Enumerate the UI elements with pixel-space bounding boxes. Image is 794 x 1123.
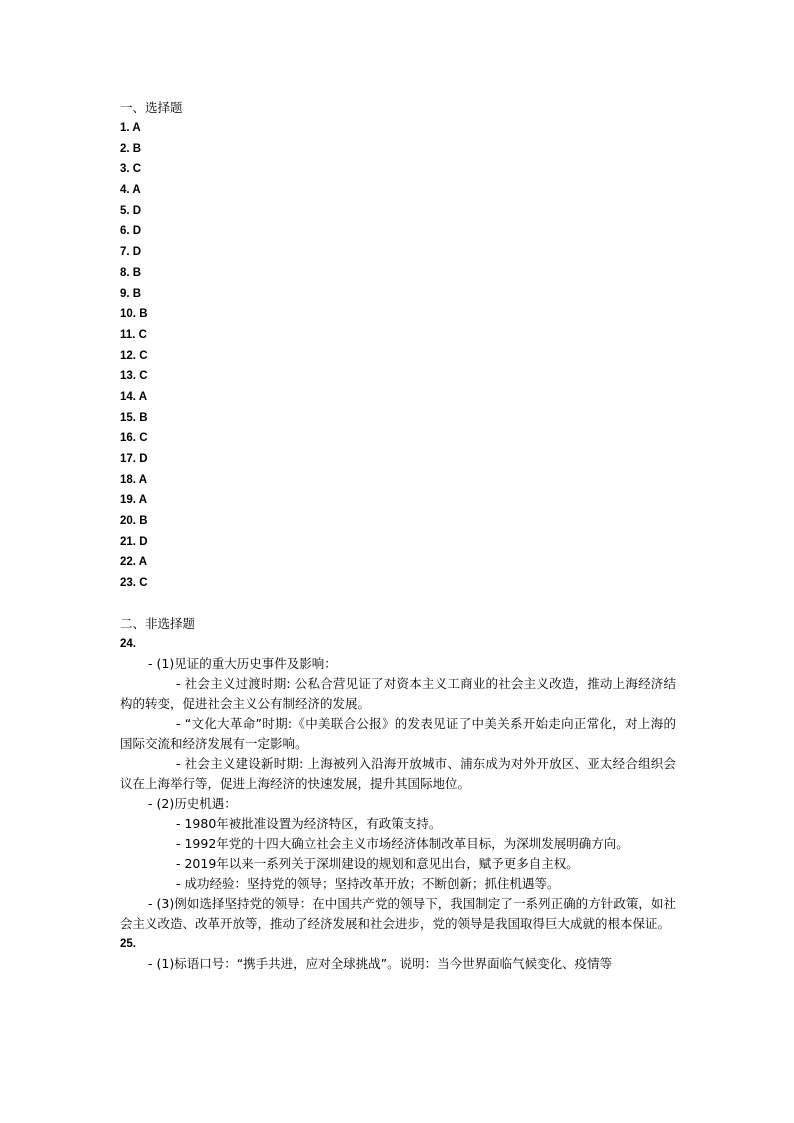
q25-part1: - (1)标语口号：“携手共进，应对全球挑战”。说明：当今世界面临气候变化、疫情等 — [148, 955, 613, 971]
mc-answer-number: 4. — [120, 184, 130, 197]
mc-answer-item — [120, 346, 676, 367]
mc-answer-choice: B — [132, 287, 142, 300]
mc-answer-item — [120, 139, 676, 160]
mc-answer-item — [120, 573, 676, 594]
mc-answer-item — [120, 366, 676, 387]
mc-answer-choice: C — [139, 349, 148, 362]
q24-part1-point-b: - “文化大革命”时期:《中美联合公报》的发表见证了中美关系开始走向正常化，对上海的国际交流和经济发展有一定影响。 — [120, 715, 676, 751]
mc-answer-number: 14. — [120, 390, 136, 403]
mc-answer-choice: D — [139, 453, 148, 465]
mc-answer-item — [120, 408, 676, 429]
mc-answer-number: 7. — [120, 246, 130, 259]
mc-answer-number: 21. — [120, 535, 136, 548]
mc-answer-number: 5. — [120, 204, 130, 217]
mc-answer-choice: A — [132, 184, 141, 197]
mc-answer-item — [120, 387, 676, 408]
section-gap — [120, 594, 676, 614]
mc-answer-item — [120, 511, 676, 532]
mc-answer-item — [120, 180, 676, 201]
mc-answer-number: 3. — [120, 163, 130, 176]
mc-answer-choice: D — [132, 204, 142, 217]
q24-part2-point-a: - 1980年被批准设置为经济特区，有政策支持。 — [176, 815, 442, 831]
mc-answer-number: 13. — [120, 370, 136, 383]
question-25-number: 25. — [120, 937, 136, 950]
mc-answer-choice: D — [139, 535, 148, 548]
mc-answer-choice: B — [139, 308, 148, 321]
q24-part2-title: - (2)历史机遇： — [148, 795, 237, 811]
mc-answer-list — [120, 118, 676, 594]
mc-answer-number: 1. — [120, 122, 130, 134]
mc-answer-number: 16. — [120, 432, 136, 445]
question-24-number: 24. — [120, 637, 136, 650]
mc-answer-number: 22. — [120, 556, 136, 569]
mc-answer-item — [120, 242, 676, 263]
mc-answer-number: 18. — [120, 473, 136, 486]
mc-answer-choice: B — [132, 266, 142, 279]
q24-part3: - (3)例如选择坚持党的领导：在中国共产党的领导下，我国制定了一系列正确的方针政策，如社会主义改造、改革开放等，推动了经济发展和社会进步，党的领导是我国取得巨大成就的根本保证。 — [120, 895, 676, 931]
mc-answer-number: 17. — [120, 453, 136, 465]
mc-answer-item — [120, 304, 676, 325]
q24-part2-point-b: - 1992年党的十四大确立社会主义市场经济体制改革目标，为深圳发展明确方向。 — [176, 835, 629, 851]
mc-answer-number: 12. — [120, 349, 136, 362]
mc-answer-item — [120, 201, 676, 222]
mc-answer-choice: A — [132, 122, 141, 134]
mc-answer-item — [120, 428, 676, 449]
mc-answer-item — [120, 159, 676, 180]
mc-answer-choice: D — [132, 246, 142, 259]
mc-answer-item — [120, 221, 676, 242]
mc-answer-choice: A — [138, 473, 148, 486]
mc-answer-number: 19. — [120, 494, 136, 507]
mc-answer-choice: C — [139, 432, 148, 445]
mc-answer-choice: B — [139, 411, 148, 424]
mc-answer-number: 10. — [120, 308, 136, 321]
q24-part1-point-c: - 社会主义建设新时期: 上海被列入沿海开放城市、浦东成为对外开放区、亚太经合组织会议在上海举行等，促进上海经济的快速发展，提升其国际地位。 — [120, 755, 676, 791]
mc-answer-number: 8. — [120, 266, 130, 279]
q24-part2-point-d: - 成功经验：坚持党的领导；坚持改革开放；不断创新；抓住机遇等。 — [176, 875, 560, 891]
mc-answer-number: 20. — [120, 515, 136, 528]
mc-answer-number: 6. — [120, 225, 130, 238]
q24-part1-title: - (1)见证的重大历史事件及影响： — [148, 655, 337, 671]
mc-answer-item — [120, 532, 676, 553]
mc-answer-item — [120, 284, 676, 305]
mc-answer-number: 2. — [120, 142, 130, 155]
mc-answer-choice: C — [132, 163, 142, 176]
mc-answer-number: 15. — [120, 411, 136, 424]
mc-answer-item — [120, 552, 676, 573]
mc-answer-item — [120, 118, 676, 139]
mc-answer-number: 23. — [120, 577, 136, 590]
mc-answer-choice: C — [139, 577, 148, 590]
mc-answer-item — [120, 449, 676, 470]
q24-part2-point-c: - 2019年以来一系列关于深圳建设的规划和意见出台，赋予更多自主权。 — [176, 855, 579, 871]
section-two-heading: 二、非选择题 — [120, 615, 196, 631]
mc-answer-number: 9. — [120, 287, 130, 300]
mc-answer-choice: D — [132, 225, 142, 238]
section-one-heading: 一、选择题 — [120, 100, 183, 115]
mc-answer-choice: C — [138, 328, 147, 341]
mc-answer-choice: B — [132, 142, 142, 155]
mc-answer-item — [120, 263, 676, 284]
answer-sheet — [120, 98, 676, 974]
mc-answer-choice: A — [138, 556, 148, 569]
mc-answer-choice: A — [138, 390, 148, 403]
q24-part1-point-a: - 社会主义过渡时期: 公私合营见证了对资本主义工商业的社会主义改造，推动上海经济结构的转变，促进社会主义公有制经济的发展。 — [120, 675, 676, 711]
mc-answer-number: 11. — [120, 328, 136, 341]
mc-answer-choice: B — [139, 515, 148, 528]
mc-answer-choice: C — [139, 370, 148, 383]
mc-answer-item — [120, 490, 676, 511]
mc-answer-choice: A — [138, 494, 148, 507]
mc-answer-item — [120, 470, 676, 491]
mc-answer-item — [120, 325, 676, 346]
